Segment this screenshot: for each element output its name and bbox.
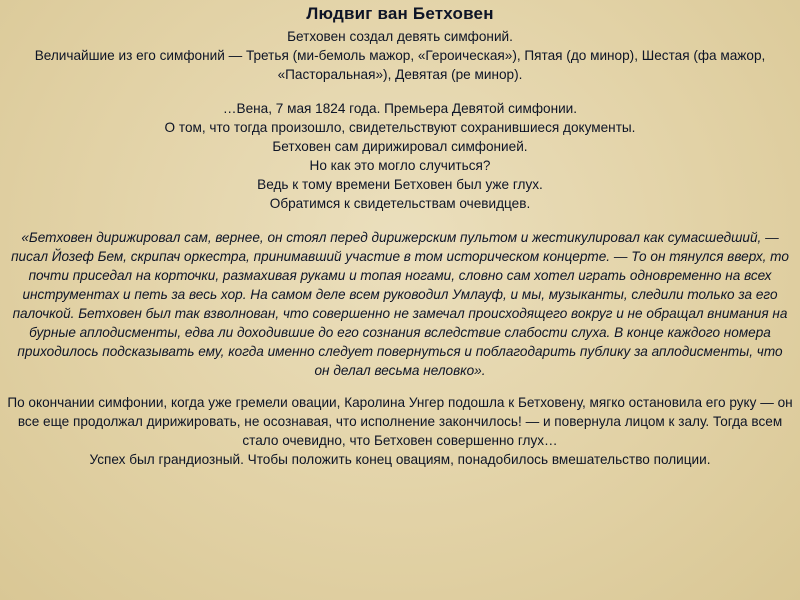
intro-symphonies: Величайшие из его симфоний — Третья (ми-бемоль мажор, «Героическая»), Пятая (до минор), Шестая (фа мажор, «Пасторальная»), Девятая (ре минор).	[34, 48, 766, 82]
vienna-line-5: Ведь к тому времени Бетховен был уже глух.	[257, 177, 543, 192]
witness-quote: «Бетховен дирижировал сам, вернее, он стоял перед дирижерским пультом и жестикулировал как сумасшедший, — писал Йозеф Бем, скрипач оркестра, принимавший участие в том историческом концерте. — То он тянулся вверх, то почти приседал на корточки, размахивая руками и топая ногами, словно сам хотел играть одновременно на всех инструментах и петь за весь хор. На самом деле всем руководил Умлауф, и мы, музыканты, следили только за его палочкой. Бетховен был так взволнован, что совершенно не замечал происходящего вокруг и не обращал внимания на бурные аплодисменты, едва ли доходившие до его сознания вследствие слабости слуха. В конце каждого номера приходилось подсказывать ему, когда именно следует повернуться и поблагодарить публику за аплодисменты, что он делал весьма неловко».	[11, 230, 789, 378]
ending-success: Успех был грандиозный. Чтобы положить конец овациям, понадобилось вмешательство полиции.	[89, 452, 711, 467]
spacer	[6, 84, 794, 99]
vienna-line-2: О том, что тогда произошло, свидетельствуют сохранившиеся документы.	[164, 120, 636, 135]
spacer	[6, 213, 794, 228]
vienna-line-3: Бетховен сам дирижировал симфонией.	[272, 139, 528, 154]
vienna-line-1: …Вена, 7 мая 1824 года. Премьера Девятой симфонии.	[222, 101, 578, 116]
intro-line: Бетховен создал девять симфоний.	[287, 29, 513, 44]
ending-paragraph: По окончании симфонии, когда уже гремели овации, Каролина Унгер подошла к Бетховену, мягко остановила его руку — он все еще продолжал дирижировать, не осознавая, что исполнение закончилось! — и повернула лицом к залу. Тогда всем стало очевидно, что Бетховен совершенно глух…	[7, 395, 793, 448]
vienna-line-4: Но как это могло случиться?	[309, 158, 491, 173]
spacer	[6, 380, 794, 393]
vienna-line-6: Обратимся к свидетельствам очевидцев.	[269, 196, 531, 211]
slide-title: Людвиг ван Бетховен	[306, 4, 494, 23]
